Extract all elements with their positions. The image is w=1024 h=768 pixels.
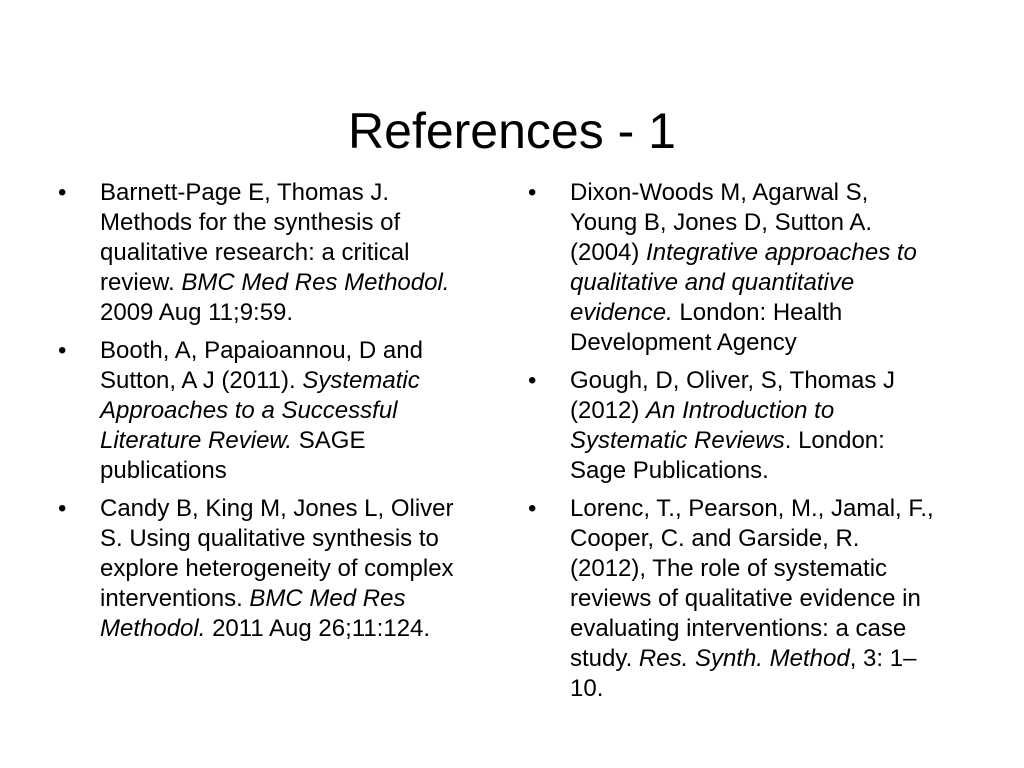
reference-text <box>100 179 449 326</box>
reference-item <box>528 494 938 704</box>
reference-text <box>570 179 917 356</box>
reference-text-part: Dixon-Woods M, Agarwal S, Young B, Jones D, Sutton A. (2004) <box>570 179 872 266</box>
reference-item <box>528 178 938 358</box>
references-left-column <box>58 178 468 652</box>
reference-text-part: Booth, A, Papaioannou, D and Sutton, A J (2011). <box>100 337 423 394</box>
reference-item <box>58 494 468 644</box>
bullet-icon: • <box>58 337 67 364</box>
slide-title: References - 1 <box>348 102 676 159</box>
reference-text <box>570 495 934 702</box>
reference-text-part: Gough, D, Oliver, S, Thomas J (2012) <box>570 367 896 424</box>
reference-text-part: , 3: 1–10. <box>570 645 917 702</box>
bullet-icon: • <box>58 179 67 206</box>
reference-text-part: London: Health Development Agency <box>570 299 843 356</box>
reference-text-part: . London: Sage Publications. <box>570 427 885 484</box>
reference-item <box>528 366 938 486</box>
reference-book-title: An Introduction to Systematic Reviews <box>570 397 835 454</box>
reference-text-part: Lorenc, T., Pearson, M., Jamal, F., Cooper, C. and Garside, R. (2012), The role of systematic reviews of qualitative evidence in evaluating interventions: a case study. <box>570 495 934 672</box>
reference-item <box>58 178 468 328</box>
bullet-icon: • <box>58 495 67 522</box>
bullet-icon: • <box>528 495 537 522</box>
reference-text-part: Barnett-Page E, Thomas J. Methods for the synthesis of qualitative research: a critical review. <box>100 179 410 296</box>
reference-journal: BMC Med Res Methodol. <box>181 269 450 296</box>
reference-journal: BMC Med Res Methodol. <box>100 585 406 642</box>
reference-text <box>570 367 895 484</box>
reference-text-part: Candy B, King M, Jones L, Oliver S. Using qualitative synthesis to explore heterogeneity of complex interventions. <box>100 495 454 612</box>
reference-item <box>58 336 468 486</box>
reference-text <box>100 337 423 484</box>
references-right-column <box>528 178 938 712</box>
reference-text-part: 2011 Aug 26;11:124. <box>205 615 431 642</box>
reference-journal: Res. Synth. Method <box>638 645 850 672</box>
bullet-icon: • <box>528 367 537 394</box>
reference-text-part: SAGE publications <box>100 427 366 484</box>
reference-text <box>100 495 454 642</box>
bullet-icon: • <box>528 179 537 206</box>
reference-book-title: Integrative approaches to qualitative and quantitative evidence. <box>570 239 917 326</box>
reference-book-title: Systematic Approaches to a Successful Literature Review. <box>100 367 420 454</box>
reference-text-part: 2009 Aug 11;9:59. <box>100 299 294 326</box>
